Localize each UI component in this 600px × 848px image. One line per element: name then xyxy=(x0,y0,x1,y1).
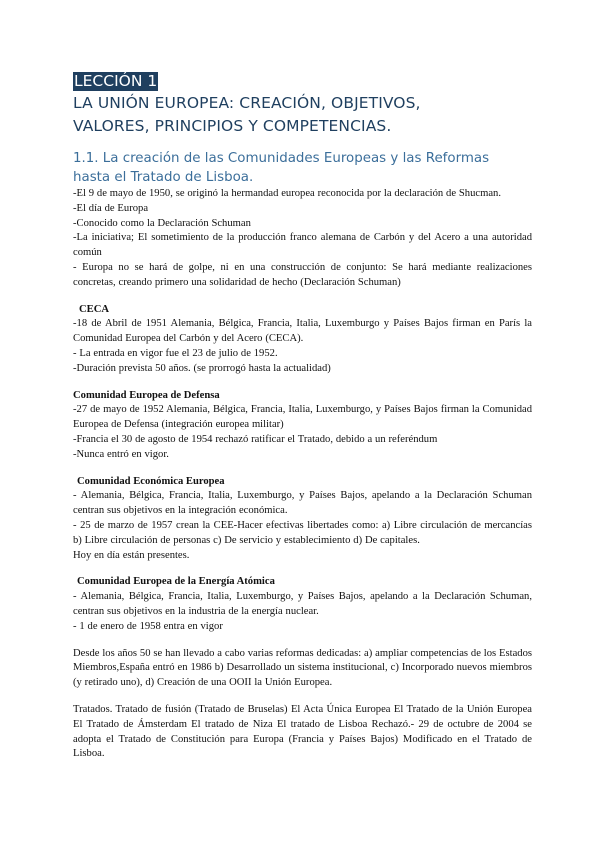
cee-block xyxy=(73,475,532,564)
intro-line: -Conocido como la Declaración Schuman xyxy=(73,217,251,229)
ced-block xyxy=(73,389,532,463)
euratom-line: - Alemania, Bélgica, Francia, Italia, Luxemburgo, y Países Bajos, apelando a la Declaración Schuman, centran sus objetivos en la industria de la energía nuclear. xyxy=(73,591,532,617)
lesson-title-line-2: VALORES, PRINCIPIOS Y COMPETENCIAS. xyxy=(73,117,392,135)
cee-line: - 25 de marzo de 1957 crean la CEE-Hacer efectivas libertades como: a) Libre circulación de mercancías b) Libre circulación de personas c) De servicio y establecimiento d) De capitales. xyxy=(73,519,532,546)
ceca-line: -18 de Abril de 1951 Alemania, Bélgica, Francia, Italia, Luxemburgo y Países Bajos firman en París la Comunidad Europea del Carbón y del Acero (CECA). xyxy=(73,318,532,345)
lesson-title xyxy=(73,92,532,138)
cee-line: - Alemania, Bélgica, Francia, Italia, Luxemburgo, y Países Bajos, apelando a la Declaración Schuman centran sus objetivos en la integración económica. xyxy=(73,490,532,517)
cee-heading: Comunidad Económica Europea xyxy=(77,475,225,487)
ceca-line: -Duración prevista 50 años. (se prorrogó hasta la actualidad) xyxy=(73,362,331,374)
page-content xyxy=(73,72,532,762)
section-title xyxy=(73,149,532,187)
intro-line: - Europa no se hará de golpe, ni en una construcción de conjunto: Se hará mediante realizaciones concretas, creando primero una solidaridad de hecho (Declaración Schuman) xyxy=(73,261,532,288)
section-title-line-2: hasta el Tratado de Lisboa. xyxy=(73,170,254,185)
treaties-paragraph: Tratados. Tratado de fusión (Tratado de Bruselas) El Acta Única Europea El Tratado de la Unión Europea El Tratado de Ámsterdam El tratado de Niza El tratado de Lisboa Rechazó.- 29 de octubre de 2004 se adopta el Tratado de Constitución para Europa (Francia y Países Bajos) Modificado en el Tratado de Lisboa. xyxy=(73,703,532,760)
euratom-block xyxy=(73,575,532,634)
lesson-label: LECCIÓN 1 xyxy=(74,72,158,90)
reforms-paragraph: Desde los años 50 se han llevado a cabo varias reformas dedicadas: a) ampliar competencias de los Estados Miembros,España entró en 1986 b) Desarrollado un sistema institucional, c) Incorporado nuevos miembros (y retirado uno), d) Creación de una OOII la Unión Europea. xyxy=(73,647,532,689)
ceca-block xyxy=(73,303,532,377)
intro-line: -El 9 de mayo de 1950, se originó la hermandad europea reconocida por la declaración de Shucman. xyxy=(73,188,501,199)
lesson-title-line-1: LA UNIÓN EUROPEA: CREACIÓN, OBJETIVOS, xyxy=(73,94,421,112)
intro-line: -La iniciativa; El sometimiento de la producción franco alemana de Carbón y del Acero a una autoridad común xyxy=(73,232,532,259)
cee-line: Hoy en día están presentes. xyxy=(73,549,190,561)
euratom-heading: Comunidad Europea de la Energía Atómica xyxy=(77,576,275,588)
intro-block xyxy=(73,187,532,291)
ceca-line: - La entrada en vigor fue el 23 de julio de 1952. xyxy=(73,347,278,359)
intro-line: -El día de Europa xyxy=(73,202,149,214)
euratom-line: - 1 de enero de 1958 entra en vigor xyxy=(73,620,223,632)
ced-line: -Nunca entró en vigor. xyxy=(73,448,169,460)
ced-line: -Francia el 30 de agosto de 1954 rechazó ratificar el Tratado, debido a un referéndum xyxy=(73,433,438,445)
ced-line: -27 de mayo de 1952 Alemania, Bélgica, Francia, Italia, Luxemburgo, y Países Bajos firman la Comunidad Europea de Defensa (integración europea militar) xyxy=(73,404,532,431)
ced-heading: Comunidad Europea de Defensa xyxy=(73,389,220,401)
ceca-heading: CECA xyxy=(79,303,110,315)
section-title-line-1: 1.1. La creación de las Comunidades Europeas y las Reformas xyxy=(73,151,490,166)
